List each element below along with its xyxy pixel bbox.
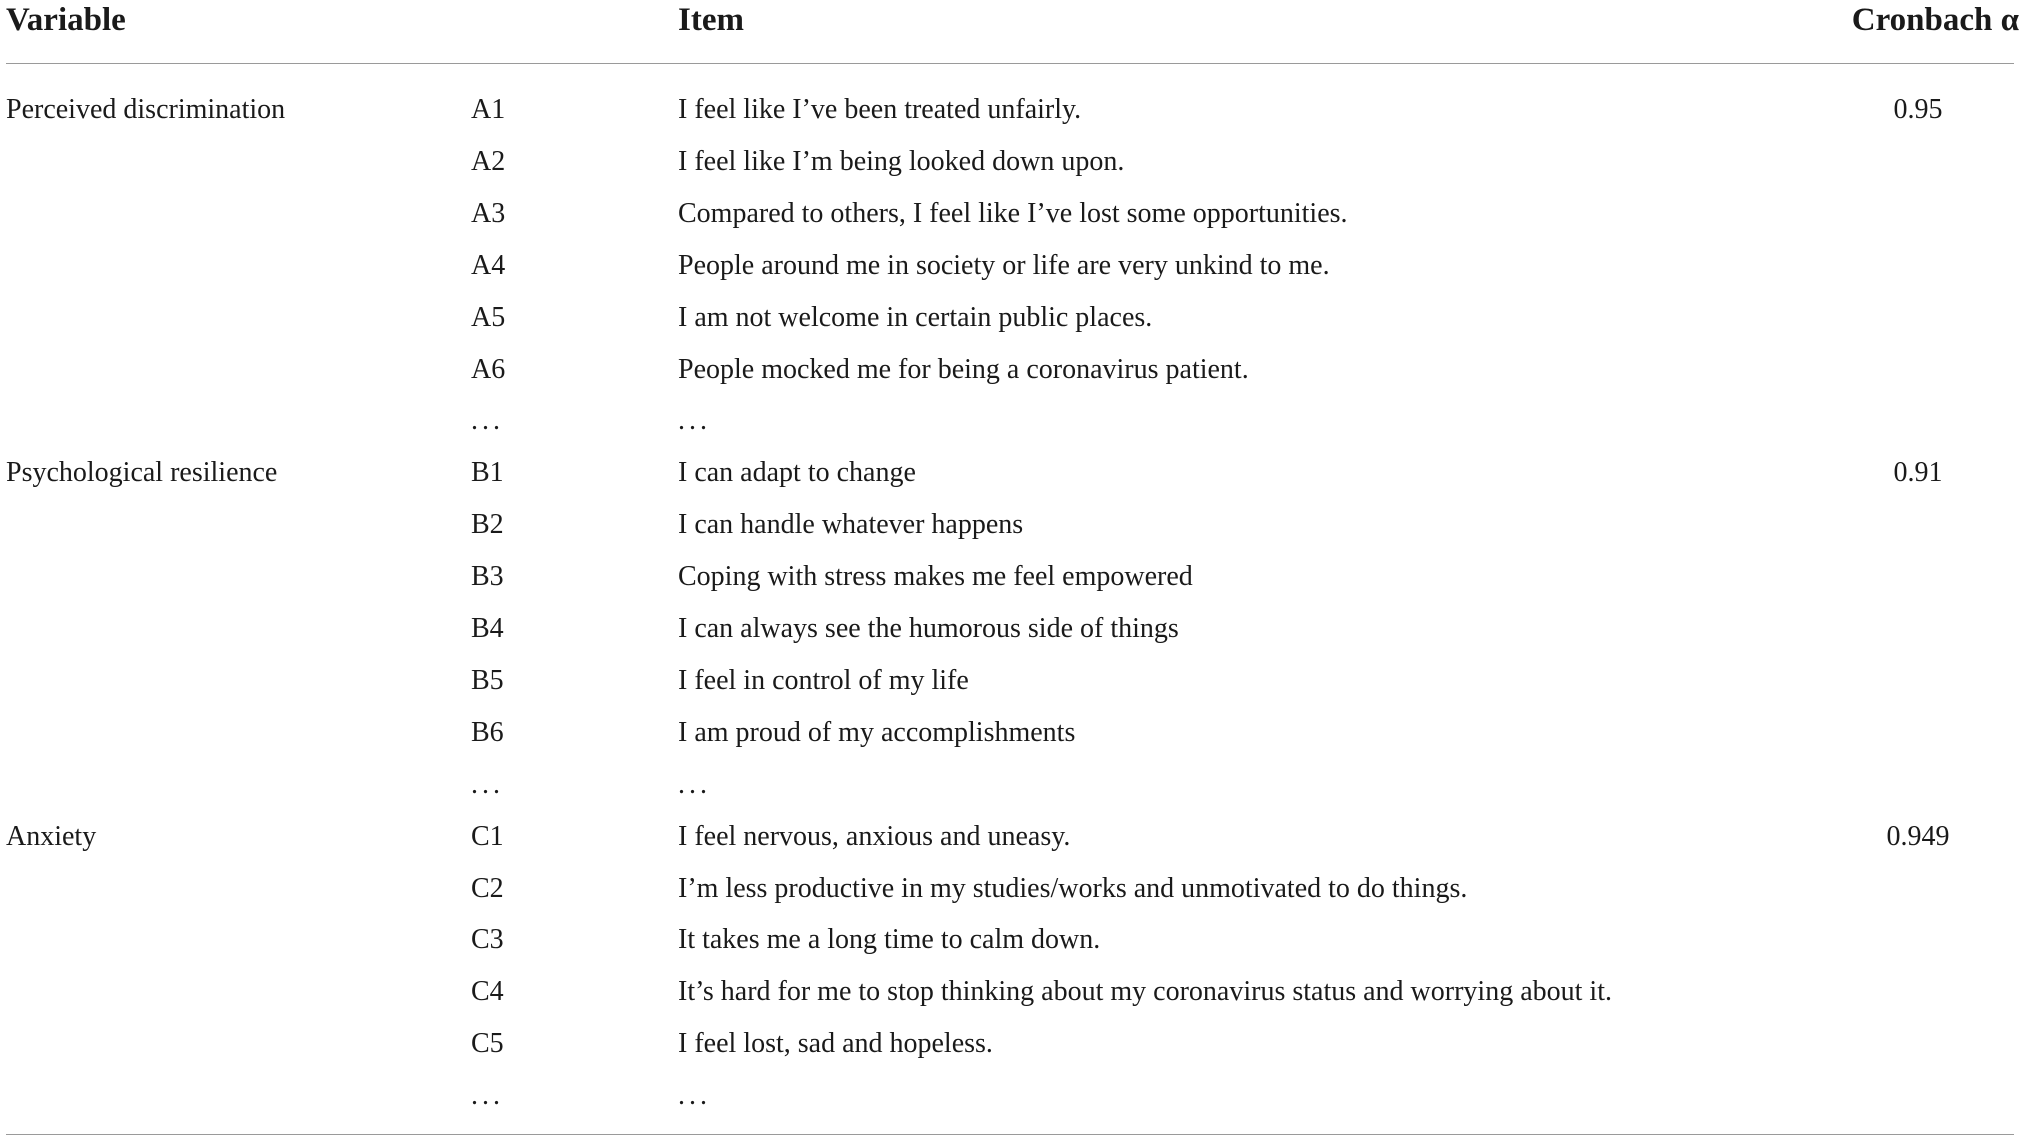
item-text-cell: Compared to others, I feel like I’ve lost some opportunities. [678, 197, 1348, 229]
item-text-cell: It takes me a long time to calm down. [678, 924, 1101, 956]
table-row [0, 453, 2019, 505]
variable-cell: Psychological resilience [6, 457, 278, 489]
header-item: Item [678, 2, 744, 38]
item-code-cell: B6 [471, 716, 504, 748]
table-row [0, 1076, 2019, 1128]
item-text-cell: I feel nervous, anxious and uneasy. [678, 820, 1071, 852]
table-row [0, 246, 2019, 298]
item-text-cell: People around me in society or life are very unkind to me. [678, 249, 1330, 281]
table-row [0, 401, 2019, 453]
table-row [0, 609, 2019, 661]
header-variable: Variable [6, 2, 126, 38]
item-code-cell: ... [471, 1080, 504, 1112]
item-code-cell: B3 [471, 561, 504, 593]
item-text-cell: I can adapt to change [678, 457, 916, 489]
item-text-cell: I can always see the humorous side of things [678, 613, 1179, 644]
variable-cell: Anxiety [6, 820, 97, 852]
item-code-cell: A2 [471, 145, 506, 177]
item-code-cell: C3 [471, 924, 504, 956]
item-code-cell: C5 [471, 1028, 504, 1060]
item-code-cell: B2 [471, 509, 504, 541]
item-code-cell: B5 [471, 664, 504, 696]
table-header [0, 0, 2019, 40]
item-text-cell: People mocked me for being a coronavirus patient. [678, 353, 1249, 385]
item-code-cell: A3 [471, 197, 506, 229]
item-code-cell: A1 [471, 94, 506, 125]
item-text-cell: I am proud of my accomplishments [678, 716, 1076, 748]
item-text-cell: Coping with stress makes me feel empowered [678, 561, 1193, 593]
table-row [0, 90, 2019, 142]
table-row [0, 142, 2019, 194]
table-row [0, 557, 2019, 609]
item-code-cell: ... [471, 768, 504, 800]
item-text-cell: I can handle whatever happens [678, 509, 1024, 541]
header-divider [6, 63, 2014, 64]
item-code-cell: A4 [471, 249, 506, 281]
item-code-cell: B4 [471, 613, 504, 644]
item-code-cell: C2 [471, 872, 504, 904]
item-code-cell: C1 [471, 820, 504, 852]
item-text-cell: I’m less productive in my studies/works and unmotivated to do things. [678, 872, 1468, 904]
table-row [0, 661, 2019, 713]
item-code-cell: A5 [471, 301, 506, 333]
table-row [0, 194, 2019, 246]
item-code-cell: ... [471, 405, 504, 437]
table-row [0, 1024, 2019, 1076]
item-text-cell: ... [678, 768, 711, 800]
table-row [0, 765, 2019, 817]
table-row [0, 972, 2019, 1024]
item-text-cell: I am not welcome in certain public places. [678, 301, 1153, 333]
cronbach-alpha-cell: 0.91 [1893, 457, 1943, 489]
table-row [0, 817, 2019, 869]
table-bottom-rule [6, 1134, 2014, 1135]
item-text-cell: I feel lost, sad and hopeless. [678, 1028, 993, 1060]
item-text-cell: ... [678, 1080, 711, 1112]
variable-cell: Perceived discrimination [6, 94, 286, 125]
item-text-cell: ... [678, 405, 711, 437]
item-code-cell: C4 [471, 976, 504, 1008]
item-text-cell: I feel like I’m being looked down upon. [678, 145, 1125, 177]
item-text-cell: I feel like I’ve been treated unfairly. [678, 94, 1082, 125]
table-row [0, 713, 2019, 765]
table-row [0, 298, 2019, 350]
table-row [0, 350, 2019, 402]
item-code-cell: B1 [471, 457, 504, 489]
table-row [0, 920, 2019, 972]
cronbach-alpha-cell: 0.949 [1886, 820, 1950, 852]
item-code-cell: A6 [471, 353, 506, 385]
header-cronbach-alpha: Cronbach α [1851, 2, 2019, 38]
table-row [0, 869, 2019, 921]
item-text-cell: It’s hard for me to stop thinking about my coronavirus status and worrying about it. [678, 976, 1612, 1008]
item-text-cell: I feel in control of my life [678, 664, 969, 696]
table-row [0, 505, 2019, 557]
cronbach-alpha-cell: 0.95 [1893, 94, 1943, 125]
